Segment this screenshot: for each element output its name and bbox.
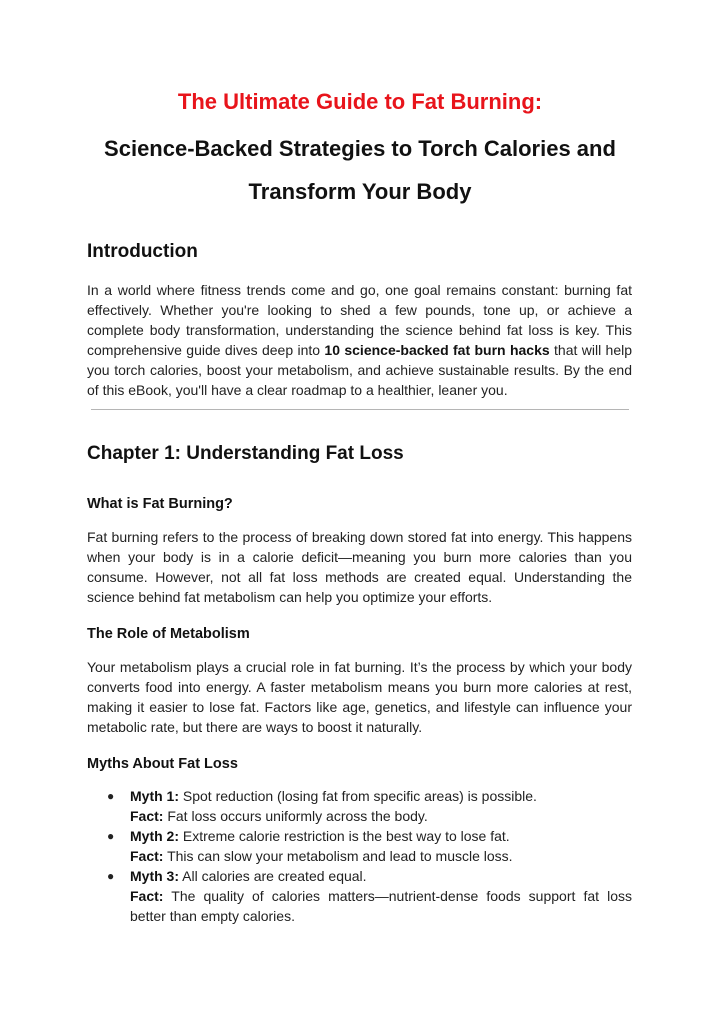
fact-text: The quality of calories matters—nutrient-dense foods support fat loss better than empty calories. bbox=[130, 888, 632, 924]
list-item bbox=[87, 866, 632, 926]
myths-list bbox=[87, 786, 632, 926]
intro-text-before: In a world where fitness trends come and go, one goal remains constant: burning fat effectively. Whether you're looking to shed a few pounds, tone up, or achieve a complete body transformation, understanding the science behind fat loss is key. This comprehensive guide dives deep into bbox=[87, 282, 632, 358]
fact-label: Fact: bbox=[130, 808, 164, 824]
metabolism-heading: The Role of Metabolism bbox=[87, 626, 250, 642]
fact-label: Fact: bbox=[130, 888, 164, 904]
myth-label: Myth 1: bbox=[130, 788, 179, 804]
myth-label: Myth 3: bbox=[130, 868, 179, 884]
intro-paragraph bbox=[87, 280, 632, 400]
intro-heading: Introduction bbox=[87, 241, 198, 262]
intro-text-after: that will help you torch calories, boost your metabolism, and achieve sustainable results. By the end of this eBook, you'll have a clear roadmap to a healthier, leaner you. bbox=[87, 342, 633, 398]
title-line-1: The Ultimate Guide to Fat Burning: bbox=[177, 89, 543, 114]
list-item bbox=[87, 826, 632, 866]
myth-text: All calories are created equal. bbox=[179, 868, 367, 884]
fact-label: Fact: bbox=[130, 848, 164, 864]
what-is-fat-burning-paragraph: Fat burning refers to the process of breaking down stored fat into energy. This happens when your body is in a calorie deficit—meaning you burn more calories than you consume. However, not all fat loss methods are created equal. Understanding the science behind fat metabolism can help you optimize your efforts. bbox=[87, 529, 632, 605]
myth-text: Extreme calorie restriction is the best way to lose fat. bbox=[179, 828, 510, 844]
intro-text-bold: 10 science-backed fat burn hacks bbox=[324, 342, 550, 358]
myths-heading: Myths About Fat Loss bbox=[87, 756, 238, 772]
metabolism-paragraph: Your metabolism plays a crucial role in fat burning. It’s the process by which your body converts food into energy. A faster metabolism means you burn more calories at rest, making it easier to lose fat. Factors like age, genetics, and lifestyle can influence your metabolic rate, but there are ways to boost it naturally. bbox=[87, 659, 632, 735]
bullet-icon: ● bbox=[107, 869, 115, 883]
fact-text: This can slow your metabolism and lead to muscle loss. bbox=[163, 848, 513, 864]
bullet-icon: ● bbox=[107, 789, 115, 803]
what-is-fat-burning-heading: What is Fat Burning? bbox=[87, 496, 233, 512]
list-item bbox=[87, 786, 632, 826]
myth-label: Myth 2: bbox=[130, 828, 179, 844]
section-divider bbox=[91, 409, 629, 410]
bullet-icon: ● bbox=[107, 829, 115, 843]
fact-text: Fat loss occurs uniformly across the body. bbox=[163, 808, 428, 824]
myth-text: Spot reduction (losing fat from specific areas) is possible. bbox=[179, 788, 537, 804]
chapter-1-heading: Chapter 1: Understanding Fat Loss bbox=[87, 443, 404, 464]
title-subtitle: Science-Backed Strategies to Torch Calories and Transform Your Body bbox=[104, 136, 616, 204]
